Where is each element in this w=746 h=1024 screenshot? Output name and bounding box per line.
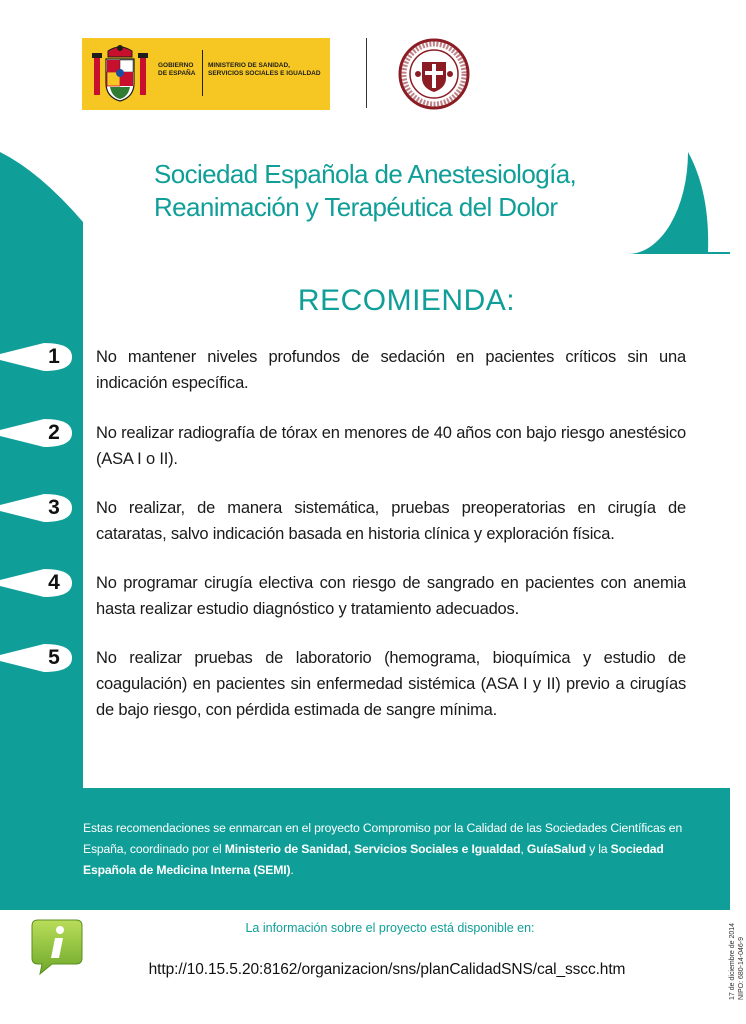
info-label: La información sobre el proyecto está disponible en:: [245, 921, 535, 935]
footer-note: [83, 818, 695, 881]
government-logo: [82, 38, 330, 110]
society-title-line1: Sociedad Española de Anestesiología,: [154, 159, 577, 189]
recommendation-text: No realizar, de manera sistemática, pruebas preoperatorias en cirugía de cataratas, salvo indicación basada en historia clínica y exploración física.: [96, 499, 686, 543]
info-icon: [30, 918, 84, 976]
recommendation-text: No programar cirugía electiva con riesgo de sangrado en pacientes con anemia hasta realizar estudio diagnóstico y tratamiento adecuados.: [96, 574, 686, 618]
society-title-line2: Reanimación y Terapéutica del Dolor: [154, 192, 558, 222]
footer-note-separator: ,: [520, 842, 527, 856]
recommendation-number: 1: [48, 345, 60, 368]
nipo-code: NIPO: 680-14-046-9: [738, 936, 745, 1000]
government-name: GOBIERNO DE ESPAÑA: [158, 62, 196, 77]
recommendation-text: No mantener niveles profundos de sedación en pacientes críticos sin una indicación específica.: [96, 348, 686, 392]
recommendation-text: No realizar pruebas de laboratorio (hemograma, bioquímica y estudio de coagulación) en pacientes sin enfermedad sistémica (ASA I y II) previo a cirugías de bajo riesgo, con pérdida estimada de sangre mínima.: [96, 649, 686, 719]
recommendation-number: 4: [48, 571, 60, 594]
ministry-link-text: Ministerio de Sanidad, Servicios Sociales e Igualdad: [224, 842, 521, 856]
recommendation-number: 3: [48, 496, 60, 519]
footer-note-text: Estas recomendaciones se enmarcan en el proyecto Compromiso por la Calidad de las Sociedades Científicas en España, coordinado por el: [83, 821, 683, 856]
recommendation-number: 2: [48, 421, 60, 444]
society-title: [154, 158, 674, 224]
recommendation-text: No realizar radiografía de tórax en menores de 40 años con bajo riesgo anestésico (ASA I o II).: [96, 424, 686, 468]
recommendation-number: 5: [48, 646, 60, 669]
coat-of-arms-icon: [90, 43, 150, 105]
frame-corner-right: [688, 152, 730, 252]
guiasalud-text: GuíaSalud: [526, 842, 586, 856]
ministry-name: MINISTERIO DE SANIDAD, SERVICIOS SOCIALES E IGUALDAD: [208, 62, 321, 77]
footer-note-end: .: [290, 863, 294, 877]
header-divider: [366, 38, 367, 108]
recommends-heading: RECOMIENDA:: [297, 284, 516, 317]
publication-date: 17 de diciembre de 2014: [729, 922, 736, 1000]
semi-text: Sociedad Española de Medicina Interna (SEMI): [83, 842, 664, 877]
publication-info: [728, 923, 746, 1000]
logo-separator: [202, 50, 203, 96]
frame-corner-left: [0, 152, 83, 222]
project-url-link[interactable]: http://10.15.5.20:8162/organizacion/sns/planCalidadSNS/cal_sscc.htm: [148, 961, 626, 978]
society-seal-icon: [398, 38, 470, 110]
footer-note-conjunction: y la: [585, 842, 611, 856]
